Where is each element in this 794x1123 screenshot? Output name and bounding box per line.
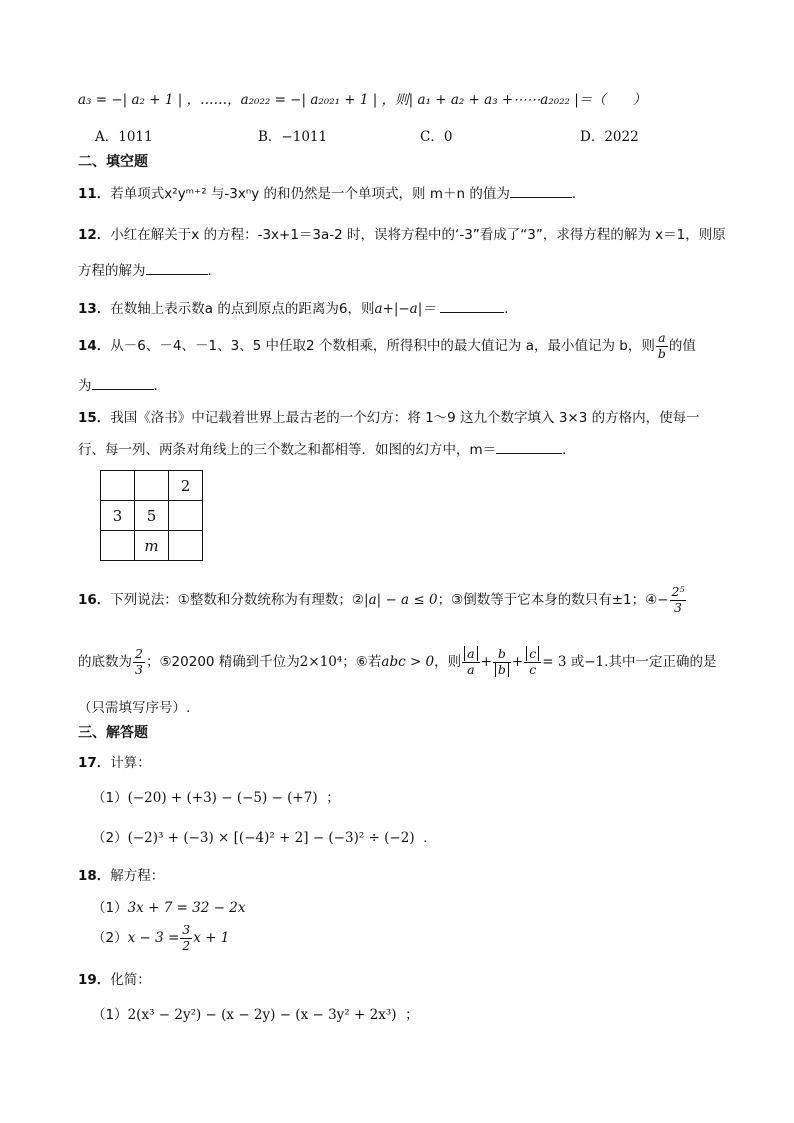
q16-fraction-power-denominator: 3	[674, 599, 682, 615]
q16-negative-one: −1	[584, 654, 605, 670]
q17-number: 17．	[78, 755, 111, 771]
magic-square-cell-m: m	[135, 531, 169, 561]
q10-option-c: C．0	[420, 129, 453, 145]
magic-square-cell	[135, 471, 169, 501]
q12-text2: 方程的解为	[78, 263, 146, 279]
q13-end: .	[504, 301, 509, 317]
q15-answer-blank[interactable]	[496, 439, 562, 454]
q16-line2-a: 的底数为	[78, 654, 132, 670]
q11-end: .	[571, 186, 577, 202]
question-19	[78, 968, 151, 988]
q15-end: ．	[562, 442, 576, 458]
q13-answer-blank[interactable]	[440, 298, 504, 313]
q12-end: .	[207, 263, 212, 279]
q17-part-2-expression: (−2)³ + (−3) × [(−4)² + 2] − (−3)² ÷ (−2)	[127, 830, 415, 846]
q17-part-1-end: ；	[326, 790, 340, 806]
q16-line3: （只需填写序号）.	[78, 700, 191, 716]
magic-square-row	[101, 471, 203, 501]
q16-expression-a: |a| − a ≤ 0	[364, 592, 438, 608]
q19-part-1-expression: 2(x³ − 2y²) − (x − 2y) − (x − 3y² + 2x³)	[127, 1007, 397, 1023]
magic-square-cell: 2	[169, 471, 203, 501]
question-16: 16．下列说法：①整数和分数统称为有理数；②|a| − a ≤ 0；③倒数等于它本身的数只有±1；④− $\frac{\text{2⁵}}{3}$	[78, 584, 685, 615]
q18-text: 解方程：	[110, 868, 165, 884]
q16-text-b: ；③倒数等于它本身的数只有±1；④	[437, 592, 658, 608]
q11-number: 11．	[78, 186, 111, 202]
magic-square-cell: 3	[101, 501, 135, 531]
q17-part-1-expression: (−20) + (+3) − (−5) − (+7)	[127, 790, 318, 806]
q16-fraction-numerator: 2	[135, 646, 143, 661]
q14-fraction	[656, 332, 668, 360]
q18-number: 18．	[78, 868, 111, 884]
section-fill-in-title: 二、填空题	[78, 154, 148, 170]
q19-number: 19．	[78, 972, 111, 988]
question-18	[78, 864, 164, 884]
q16-line2-b: ；⑤20200 精确到千位为	[145, 654, 300, 670]
q18-fraction-numerator: 3	[182, 922, 191, 937]
q19-part-1-label: （1）	[92, 1007, 128, 1023]
q17-part-1	[92, 786, 340, 806]
q14-fraction-denominator: b	[657, 345, 666, 361]
q19-text: 化简：	[110, 972, 151, 988]
q16-fraction-power-numerator: 2⁵	[671, 584, 685, 599]
q14-text: 从－6、－4、－1、3、5 中任取2 个数相乘，所得积中的最大值记为 a，最小值记为 b，则	[110, 338, 655, 354]
q14-end: ．	[153, 378, 167, 394]
q13-expression: a+|−a|＝	[374, 301, 436, 317]
q16-abs-c-over-c: $\frac{c}{c}$	[524, 648, 541, 676]
q16-line2-e: 或	[570, 654, 585, 670]
q16-line2-c: ；⑥若	[342, 654, 382, 670]
question-16-line2: 的底数为 $\frac{2}{3}$ ；⑤20200 精确到千位为2×10⁴；⑥若abc > 0，则 $\frac{a}{a}$ + $\frac{b}{b}$ + $\frac{c}{c}$ = 3 或−1.其中一定正确的是	[78, 646, 717, 677]
question-15	[78, 406, 700, 426]
magic-square-cell: 5	[135, 501, 169, 531]
q18-part-1-expression: 3x + 7 = 32 − 2x	[127, 900, 246, 916]
q17-part-1-label: （1）	[92, 790, 128, 806]
q18-part-2-label: （2）	[92, 930, 128, 946]
q14-text2: 为	[78, 378, 92, 394]
magic-square-grid	[100, 470, 203, 561]
q16-fraction-power	[670, 586, 687, 614]
q10-sequence	[78, 88, 646, 108]
q16-line2-f: .其中一定正确的是	[604, 654, 717, 670]
q17-text: 计算：	[110, 755, 151, 771]
q16-text-a: 下列说法：①整数和分数统称为有理数；②	[110, 592, 365, 608]
q14-number: 14．	[78, 338, 111, 354]
section-solve-title: 三、解答题	[78, 725, 148, 741]
question-14-line2	[78, 374, 167, 394]
q11-text: 若单项式x²yᵐ⁺² 与-3xⁿy 的和仍然是一个单项式，则 m＋n 的值为	[110, 186, 510, 202]
q10-sequence-text: a₃ = −| a₂ + 1 | ，……，a₂₀₂₂ = −| a₂₀₂₁ + 1 | ，则| a₁ + a₂ + a₃ +⋯⋯a₂₀₂₂ |＝（ ）	[78, 92, 647, 108]
q16-fraction-two-thirds	[133, 648, 145, 676]
q12-answer-blank[interactable]	[146, 260, 208, 275]
question-12	[78, 223, 726, 243]
q16-b-over-abs-b: $\frac{b}{b}$	[493, 648, 511, 676]
q14-answer-blank[interactable]	[92, 375, 154, 390]
q12-text: 小红在解关于x 的方程：-3x+1＝3a-2 时，误将方程中的‘-3”看成了“3”，求得方程的解为 x＝1，则原	[110, 227, 726, 243]
q17-part-2	[92, 826, 428, 846]
q16-fraction-denominator: 3	[135, 661, 143, 677]
magic-square-cell	[101, 531, 135, 561]
question-16-line3	[78, 696, 190, 716]
q18-part-2-expression-right: x + 1	[193, 930, 230, 946]
q16-line2-d: ，则	[434, 654, 462, 670]
magic-square-cell	[169, 501, 203, 531]
q14-fraction-numerator: a	[656, 332, 668, 347]
q12-number: 12．	[78, 227, 111, 243]
q15-text: 我国《洛书》中记载着世界上最古老的一个幻方：将 1～9 这九个数字填入 3×3 的方格内，使每一	[110, 410, 700, 426]
q18-part-2-fraction	[180, 924, 192, 952]
question-17	[78, 751, 151, 771]
q19-part-1-end: ；	[405, 1007, 419, 1023]
q14-text-after: 的值	[668, 338, 696, 354]
q16-abs-a-over-a: $\frac{a}{a}$	[462, 648, 479, 676]
q16-number: 16．	[78, 592, 111, 608]
magic-square-row	[101, 531, 203, 561]
q10-option-d: D．2022	[580, 129, 639, 145]
magic-square-cell	[169, 531, 203, 561]
q17-part-2-end: .	[423, 830, 428, 846]
question-11	[78, 182, 576, 202]
q18-part-1-label: （1）	[92, 900, 128, 916]
q16-equals-three: = 3	[542, 654, 567, 670]
q15-text2: 行、每一列、两条对角线上的三个数之和都相等．如图的幻方中，m＝	[78, 442, 497, 458]
q15-number: 15．	[78, 410, 111, 426]
magic-square-row	[101, 501, 203, 531]
question-14	[78, 332, 696, 360]
magic-square-cell	[101, 471, 135, 501]
q13-number: 13．	[78, 301, 111, 317]
q18-part-1	[92, 896, 245, 916]
q16-abc-condition: abc > 0	[381, 654, 435, 670]
q11-answer-blank[interactable]	[510, 183, 572, 198]
q17-part-2-label: （2）	[92, 830, 128, 846]
q10-option-b: B．−1011	[258, 129, 328, 145]
question-12-line2	[78, 259, 212, 279]
q13-text: 在数轴上表示数a 的点到原点的距离为6，则	[110, 301, 375, 317]
q19-part-1	[92, 1003, 419, 1023]
q10-option-a: A．1011	[95, 129, 153, 145]
question-15-line2	[78, 438, 576, 458]
q18-fraction-denominator: 2	[182, 937, 191, 953]
q16-scientific-notation: 2×10⁴	[299, 654, 343, 670]
q18-part-2-expression-left: x − 3 =	[127, 930, 180, 946]
q18-part-2	[92, 924, 229, 952]
question-13	[78, 297, 508, 317]
